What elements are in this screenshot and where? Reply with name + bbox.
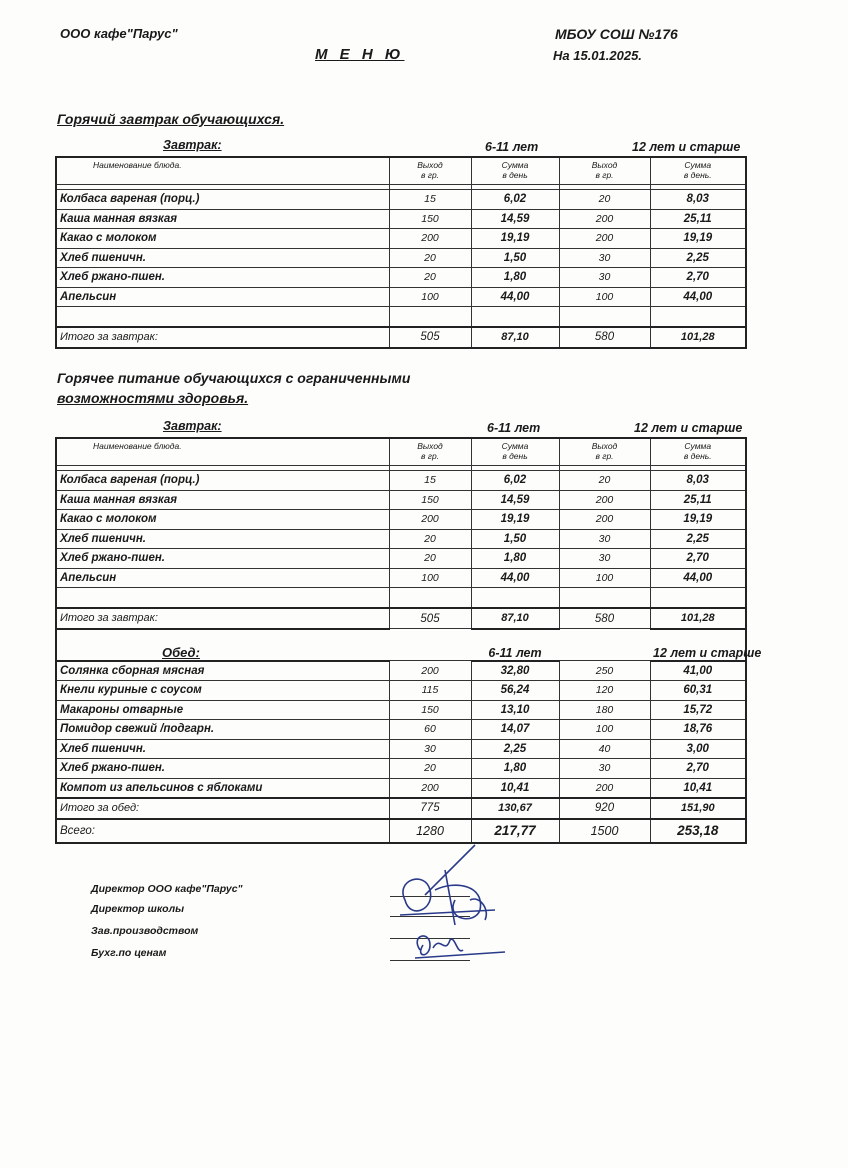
- section2-age1: 6-11 лет: [487, 421, 541, 435]
- section2-age2: 12 лет и старше: [634, 421, 743, 435]
- table-row: Хлеб ржано-пшен. 20 1,80 30 2,70: [56, 549, 746, 569]
- col-sum2-header: Сумма в день.: [650, 157, 746, 185]
- table-row: Хлеб ржано-пшен. 20 1,80 30 2,70: [56, 268, 746, 288]
- table-row: Колбаса вареная (порц.) 15 6,02 20 8,03: [56, 190, 746, 210]
- table-row: Компот из апельсинов с яблоками 200 10,41 200 10,41: [56, 778, 746, 798]
- section1-age2: 12 лет и старше: [632, 140, 741, 154]
- table-row: Кнели куриные с соусом 115 56,24 120 60,31: [56, 681, 746, 701]
- table-header-row: [56, 438, 746, 466]
- table-row: Какао с молоком 200 19,19 200 19,19: [56, 229, 746, 249]
- ovz-breakfast-total-row: Итого за завтрак: 505 87,10 580 101,28: [56, 608, 746, 629]
- lunch-age2: 12 лет и старше: [650, 629, 746, 661]
- table-row: Хлеб ржано-пшен. 20 1,80 30 2,70: [56, 759, 746, 779]
- table-row: Апельсин 100 44,00 100 44,00: [56, 287, 746, 307]
- table-row: Хлеб пшеничн. 20 1,50 30 2,25: [56, 248, 746, 268]
- table-row: Каша манная вязкая 150 14,59 200 25,11: [56, 209, 746, 229]
- handwritten-signature: [385, 840, 515, 975]
- table-row: Солянка сборная мясная 200 32,80 250 41,00: [56, 661, 746, 681]
- menu-date: На 15.01.2025.: [553, 48, 642, 63]
- table-row: Колбаса вареная (порц.) 15 6,02 20 8,03: [56, 471, 746, 491]
- col-out1-header: Выход в гр.: [389, 438, 471, 466]
- lunch-age1: 6-11 лет: [471, 629, 559, 661]
- sig-director-school: Директор школы: [91, 903, 185, 915]
- sig-director-cafe: Директор ООО кафе"Парус": [91, 883, 243, 895]
- col-out2-header: Выход в гр.: [559, 157, 650, 185]
- col-sum1-header: Сумма в день: [471, 438, 559, 466]
- breakfast-total-row: Итого за завтрак: 505 87,10 580 101,28: [56, 327, 746, 348]
- empty-row: [56, 588, 746, 609]
- section1-age1: 6-11 лет: [485, 140, 539, 154]
- col-name-header: Наименование блюда.: [56, 157, 389, 185]
- ovz-table: [55, 437, 762, 844]
- section2-title-line1: Горячее питание обучающихся с ограниченными: [57, 370, 411, 386]
- col-name-header: Наименование блюда.: [56, 438, 389, 466]
- table-header-row: [56, 157, 746, 185]
- lunch-label: Обед:: [56, 629, 389, 661]
- section1-meal-label: Завтрак:: [163, 138, 222, 152]
- col-out1-header: Выход в гр.: [389, 157, 471, 185]
- org-name-left: ООО кафе"Парус": [60, 26, 178, 41]
- page-title: М Е Н Ю: [315, 46, 405, 63]
- section2-title-line2: возможностями здоровья.: [57, 390, 249, 406]
- table-row: Апельсин 100 44,00 100 44,00: [56, 568, 746, 588]
- col-out2-header: Выход в гр.: [559, 438, 650, 466]
- sig-production: Зав.производством: [91, 925, 199, 937]
- col-sum1-header: Сумма в день: [471, 157, 559, 185]
- section1-title: Горячий завтрак обучающихся.: [57, 111, 285, 127]
- sig-accountant: Бухг.по ценам: [91, 947, 167, 959]
- table-row: Макароны отварные 150 13,10 180 15,72: [56, 700, 746, 720]
- lunch-total-row: Итого за обед: 775 130,67 920 151,90: [56, 798, 746, 819]
- table-row: Каша манная вязкая 150 14,59 200 25,11: [56, 490, 746, 510]
- breakfast-table: [55, 156, 747, 349]
- table-row: Помидор свежий /подгарн. 60 14,07 100 18,76: [56, 720, 746, 740]
- lunch-header-row: [56, 629, 746, 661]
- table-row: Хлеб пшеничн. 30 2,25 40 3,00: [56, 739, 746, 759]
- section2-meal-label: Завтрак:: [163, 419, 222, 433]
- grand-total-row: Всего: 1280 217,77 1500 253,18: [56, 819, 746, 843]
- empty-row: [56, 307, 746, 328]
- col-sum2-header: Сумма в день.: [650, 438, 746, 466]
- table-row: Хлеб пшеничн. 20 1,50 30 2,25: [56, 529, 746, 549]
- org-name-right: МБОУ СОШ №176: [555, 26, 678, 42]
- table-row: Какао с молоком 200 19,19 200 19,19: [56, 510, 746, 530]
